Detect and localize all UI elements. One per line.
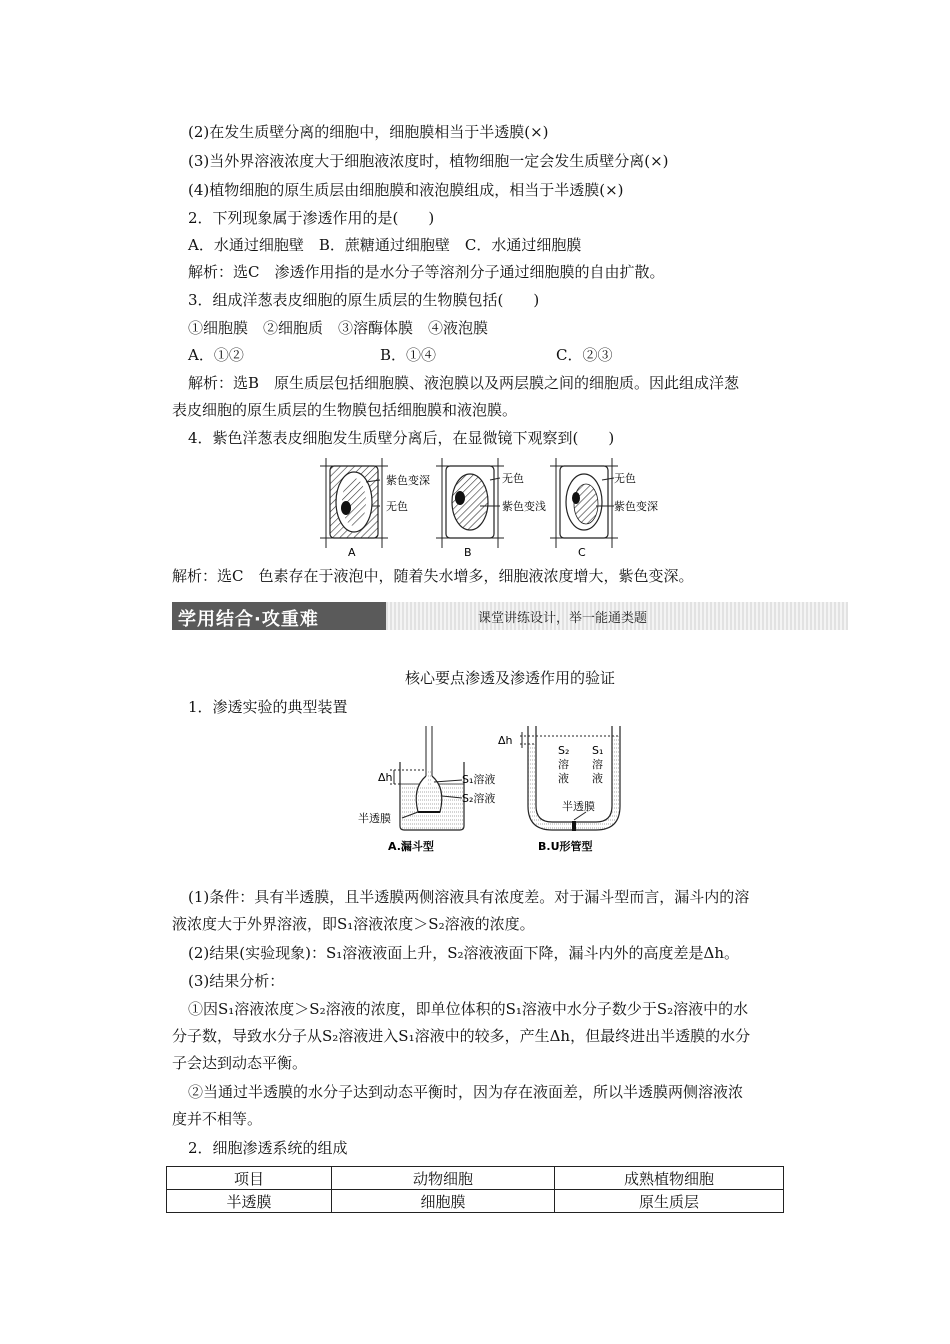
review-item-2: (2)在发生质壁分离的细胞中，细胞膜相当于半透膜(×) <box>188 123 549 141</box>
osmosis-system-table <box>166 1166 784 1213</box>
question-3-analysis-line1: 解析：选B 原生质层包括细胞膜、液泡膜以及两层膜之间的细胞质。因此组成洋葱 <box>188 374 740 392</box>
question-3-option-a: A．①② <box>188 346 244 364</box>
cell-b <box>436 458 504 548</box>
cell-a-label-1: 紫色变深 <box>386 474 430 487</box>
review-item-4: (4)植物细胞的原生质层由细胞膜和液泡膜组成，相当于半透膜(×) <box>188 181 624 199</box>
banner-title: 学用结合·攻重难 <box>178 609 319 630</box>
u-tube-s1-label: S₁ <box>592 744 604 757</box>
funnel-caption: A.漏斗型 <box>388 840 434 853</box>
paragraph-4-line1: ①因S₁溶液浓度＞S₂溶液的浓度，即单位体积的S₁溶液中水分子数少于S₂溶液中的水 <box>188 1000 749 1018</box>
u-tube-delta-h-label: Δh <box>498 734 513 747</box>
table-cell: 原生质层 <box>555 1190 784 1213</box>
osmosis-apparatus-figure <box>350 726 640 860</box>
paragraph-2: (2)结果(实验现象)：S₁溶液液面上升，S₂溶液液面下降，漏斗内外的高度差是Δh。 <box>188 944 740 962</box>
subheading-1: 1．渗透实验的典型装置 <box>188 698 348 716</box>
cell-c-label-2: 紫色变深 <box>614 500 658 513</box>
paragraph-4-line2: 分子数，导致水分子从S₂溶液进入S₁溶液中的较多，产生Δh，但最终进出半透膜的水分 <box>172 1027 751 1045</box>
banner-subtitle: 课堂讲练设计，举一能通类题 <box>478 611 648 626</box>
question-2-options: A．水通过细胞壁 B．蔗糖通过细胞壁 C．水通过细胞膜 <box>188 236 582 254</box>
question-2-stem: 2．下列现象属于渗透作用的是( ) <box>188 209 435 227</box>
paragraph-1-line1: (1)条件：具有半透膜，且半透膜两侧溶液具有浓度差。对于漏斗型而言，漏斗内的溶 <box>188 888 750 906</box>
cell-c-label-1: 无色 <box>614 472 636 485</box>
table-header-cell: 成熟植物细胞 <box>555 1167 784 1190</box>
section-banner <box>172 602 848 630</box>
u-tube-s1-ye: 液 <box>592 772 603 785</box>
plasmolysis-figure <box>320 458 680 558</box>
funnel-s1-label: S₁溶液 <box>462 773 496 786</box>
table-header-row <box>167 1167 784 1190</box>
funnel-delta-h-label: Δh <box>378 771 393 784</box>
table-header-cell: 动物细胞 <box>332 1167 555 1190</box>
question-4-analysis: 解析：选C 色素存在于液泡中，随着失水增多，细胞液浓度增大，紫色变深。 <box>172 567 694 585</box>
u-tube-membrane-label: 半透膜 <box>562 800 595 813</box>
funnel-s2-label: S₂溶液 <box>462 792 496 805</box>
section-heading: 核心要点渗透及渗透作用的验证 <box>404 669 615 687</box>
paragraph-5-line2: 度并不相等。 <box>172 1110 263 1128</box>
question-3-items: ①细胞膜 ②细胞质 ③溶酶体膜 ④液泡膜 <box>188 319 489 337</box>
cell-b-letter: B <box>464 546 472 558</box>
u-tube-apparatus <box>520 726 620 831</box>
cell-c <box>550 458 618 548</box>
question-3-stem: 3．组成洋葱表皮细胞的原生质层的生物膜包括( ) <box>188 291 540 309</box>
question-3-analysis-line2: 表皮细胞的原生质层的生物膜包括细胞膜和液泡膜。 <box>172 401 518 419</box>
table-cell: 半透膜 <box>167 1190 332 1213</box>
question-3-option-b: B．①④ <box>380 346 437 364</box>
paragraph-1-line2: 液浓度大于外界溶液，即S₁溶液浓度＞S₂溶液的浓度。 <box>172 915 535 933</box>
u-tube-caption: B.U形管型 <box>538 840 593 853</box>
cell-a-letter: A <box>348 546 356 558</box>
paragraph-4-line3: 子会达到动态平衡。 <box>172 1054 308 1072</box>
cell-c-letter: C <box>578 546 586 558</box>
review-item-3: (3)当外界溶液浓度大于细胞液浓度时，植物细胞一定会发生质壁分离(×) <box>188 152 669 170</box>
cell-a <box>320 458 388 548</box>
funnel-apparatus <box>390 726 464 830</box>
u-tube-s2-label: S₂ <box>558 744 570 757</box>
u-tube-s2-rong: 溶 <box>558 758 569 771</box>
subheading-2: 2．细胞渗透系统的组成 <box>188 1139 348 1157</box>
cell-b-label-2: 紫色变浅 <box>502 500 546 513</box>
u-tube-s2-ye: 液 <box>558 772 569 785</box>
u-tube-s1-rong: 溶 <box>592 758 603 771</box>
question-2-analysis: 解析：选C 渗透作用指的是水分子等溶剂分子通过细胞膜的自由扩散。 <box>188 263 665 281</box>
funnel-membrane-label: 半透膜 <box>358 812 391 825</box>
paragraph-5-line1: ②当通过半透膜的水分子达到动态平衡时，因为存在液面差，所以半透膜两侧溶液浓 <box>188 1083 744 1101</box>
question-4-stem: 4．紫色洋葱表皮细胞发生质壁分离后，在显微镜下观察到( ) <box>188 429 615 447</box>
table-header-cell: 项目 <box>167 1167 332 1190</box>
paragraph-3: (3)结果分析： <box>188 972 285 990</box>
table-row <box>167 1190 784 1213</box>
cell-a-label-2: 无色 <box>386 500 408 513</box>
table-cell: 细胞膜 <box>332 1190 555 1213</box>
cell-b-label-1: 无色 <box>502 472 524 485</box>
question-3-option-c: C．②③ <box>556 346 613 364</box>
